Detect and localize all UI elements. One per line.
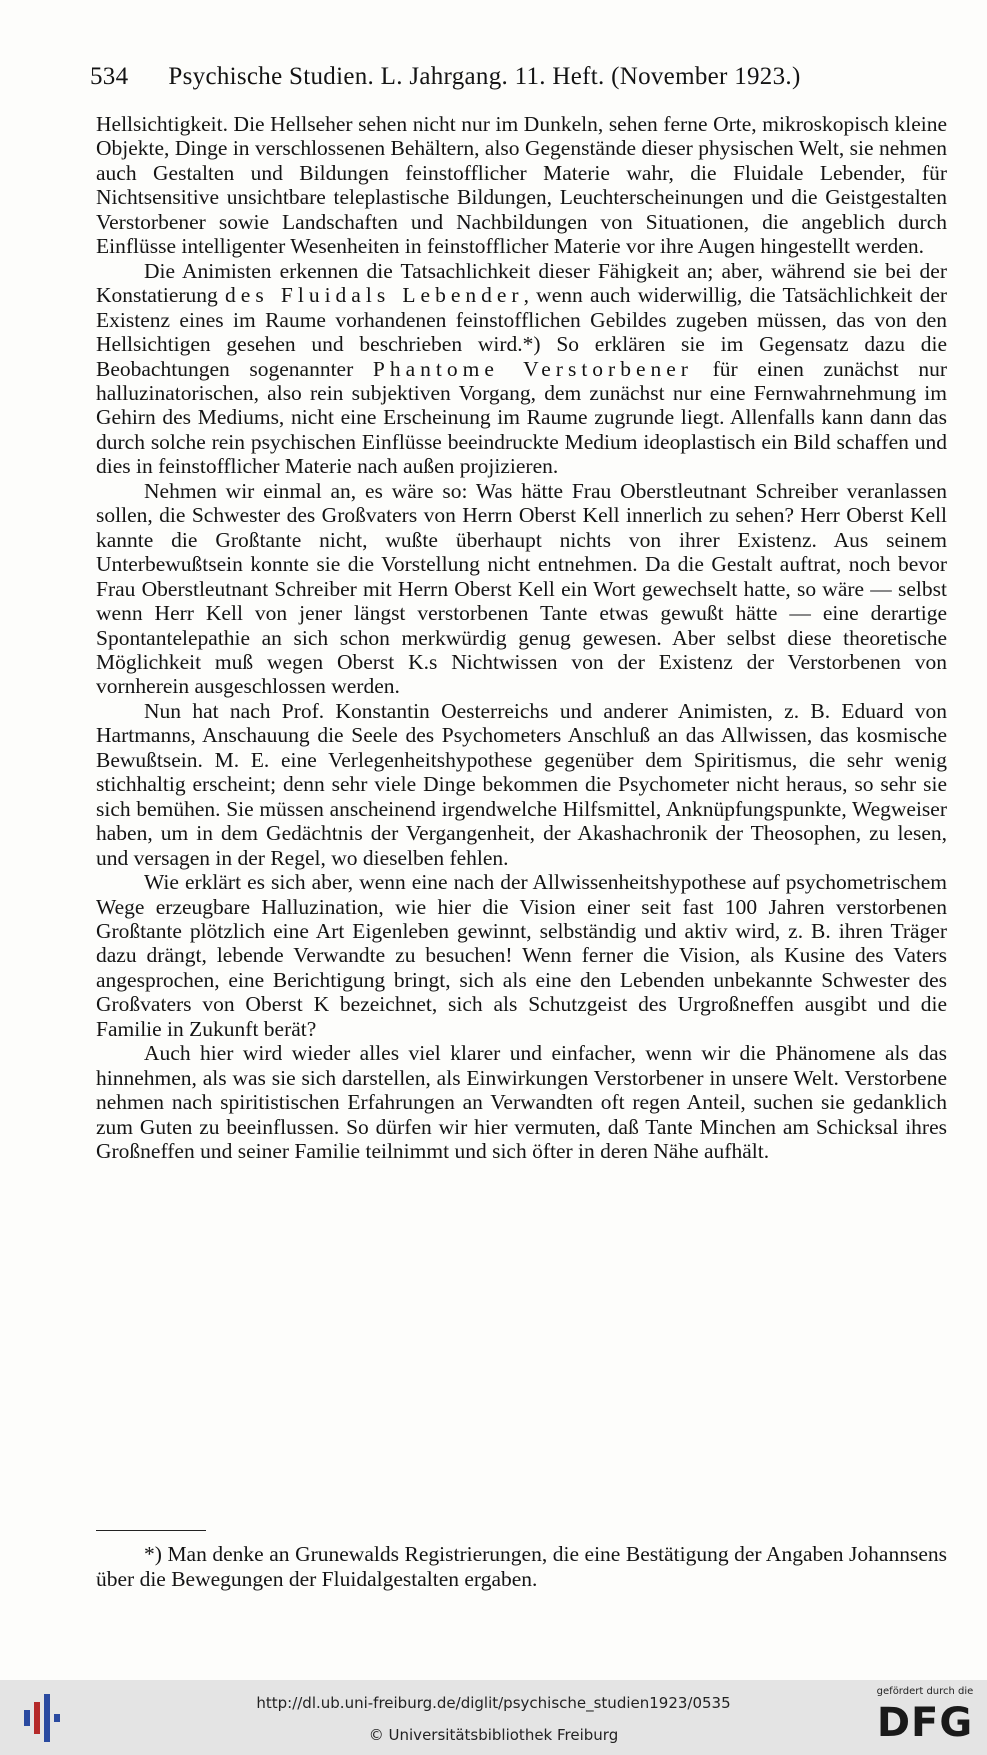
dfg-caption: gefördert durch die	[876, 1686, 974, 1697]
paragraph-5: Wie erklärt es sich aber, wenn eine nach der Allwissenheitshypothese auf psychometrischem Wege erzeugbare Halluzination, wie hier die Vision einer seit fast 100 Jahren verstorbenen Großtante plötzlich eine Art Eigenleben gewinnt, selbständig und aktiv wird, z. B. ihren Träger dazu drängt, lebende Verwandte zu besuchen! Wenn ferner die Vision, als Kusine des Vaters angesprochen, eine Berichtigung bringt, sich als eine den Lebenden unbekannte Schwester des Großvaters von Oberst K bezeichnet, sich als Schutzgeist des Urgroßneffen ausgibt und die Familie in Zukunft berät?	[96, 870, 947, 1041]
paragraph-6: Auch hier wird wieder alles viel klarer und einfacher, wenn wir die Phänomene als das hinnehmen, als was sie sich darstellen, als Einwirkungen Verstorbener in unsere Welt. Verstorbene nehmen nach spiritistischen Erfahrungen an Verwandten oft regen Anteil, suchen sie gedanklich zum Guten zu beeinflussen. So dürfen wir hier vermuten, daß Tante Minchen am Schicksal ihres Großneffen und seiner Familie teilnimmt und sich öfter in deren Nähe aufhält.	[96, 1041, 947, 1164]
paragraph-2-part-a: Die Animisten erkennen die Tatsachlichkeit dieser Fähigkeit an; aber, während sie bei der Konstatierung	[96, 258, 947, 308]
footnote	[96, 1542, 947, 1592]
permalink-url[interactable]: http://dl.ub.uni-freiburg.de/diglit/psychische_studien1923/0535	[256, 1694, 731, 1712]
paragraph-1: Hellsichtigkeit. Die Hellseher sehen nicht nur im Dunkeln, sehen ferne Orte, mikroskopisch kleine Objekte, Dinge in verschlossenen Behältern, also Gegenstände dieser physischen Welt, sie nehmen auch Gestalten und Bildungen feinstofflicher Materie wahr, die Fluidale Lebender, für Nichtsensitive unsichtbare teleplastische Bildungen, Leuchterscheinungen und die Geistgestalten Verstorbener sowie Landschaften und Nachbildungen von Situationen, die angeblich durch Einflüsse intelligenter Wesenheiten in feinstofflicher Materie vor ihre Augen hingestellt werden.	[96, 112, 947, 259]
spaced-term-phantome: Phantome Verstorbener	[372, 356, 693, 381]
paragraph-2-part-e: für einen zunächst nur halluzinatorischen, also rein subjektiven Vorgang, dem zunächst nur eine Fernwahrnehmung im Gehirn des Mediums, nicht eine Erscheinung im Raume zugrunde liegt. Allenfalls kann dann das durch solche rein psychischen Einflüsse beeindruckte Medium ideoplastisch ein Bild schaffen und dies in feinstofflicher Materie nach außen projizieren.	[96, 356, 947, 479]
spaced-term-fluidals: des Fluidals Lebender	[225, 283, 524, 308]
paragraph-4: Nun hat nach Prof. Konstantin Oesterreichs und anderer Animisten, z. B. Eduard von Hartmanns, Anschauung die Seele des Psychometers Anschluß an das Allwissen, das kosmische Bewußtsein. M. E. eine Verlegenheitshypothese gegenüber dem Spiritismus, die sehr wenig stichhaltig erscheint; denn sehr viele Dinge bekommen die Psychometer nicht heraus, so sehr sie sich bemühen. Sie müssen anscheinend irgendwelche Hilfsmittel, Anknüpfungspunkte, Wegweiser haben, um in dem Gedächtnis der Vergangenheit, der Akashachronik der Theosophen, zu lesen, und versagen in der Regel, wo dieselben fehlen.	[96, 698, 947, 870]
running-header	[90, 63, 900, 91]
viewer-footer	[0, 1680, 987, 1755]
footnote-text: *) Man denke an Grunewalds Registrierungen, die eine Bestätigung der Angaben Johannsens über die Bewegungen der Fluidalgestalten ergaben.	[96, 1542, 947, 1591]
paragraph-2-part-c: , wenn auch widerwillig, die Tatsächlichkeit der Existenz eines im Raume vorhandenen feinstofflichen Gebildes zugeben müssen, das von den Hellsichtigen gesehen und beschrieben wird.*) So erklären sie im Gegensatz dazu die Beobachtungen sogenannter	[96, 283, 948, 381]
page-number: 534	[90, 63, 129, 90]
footnote-rule	[96, 1530, 206, 1531]
copyright-notice: © Universitätsbibliothek Freiburg	[368, 1726, 619, 1744]
paragraph-3: Nehmen wir einmal an, es wäre so: Was hätte Frau Oberstleutnant Schreiber veranlassen sollen, die Schwester des Großvaters von Herrn Oberst Kell innerlich zu sehen? Herr Oberst Kell kannte die Großtante nicht, wußte überhaupt nichts von ihrer Existenz. Aus seinem Unterbewußtsein konnte sie die Vorstellung nicht entnehmen. Da die Gestalt auftrat, noch bevor Frau Oberstleutnant Schreiber mit Herrn Oberst Kell ein Wort gewechselt hatte, so wäre — selbst wenn Herr Kell von jener längst verstorbenen Tante etwas gewußt hätte — eine derartige Spontantelepathie an sich schon merkwürdig genug gewesen. Aber selbst diese theoretische Möglichkeit muß wegen Oberst K.s Nichtwissen von der Existenz der Verstorbenen von vornherein ausgeschlossen werden.	[96, 478, 947, 699]
paragraph-2	[96, 259, 947, 479]
dfg-wordmark: DFG	[876, 1700, 974, 1746]
article-body	[96, 112, 947, 1163]
running-title: Psychische Studien. L. Jahrgang. 11. Heft. (November 1923.)	[168, 63, 801, 90]
dfg-logo	[870, 1686, 980, 1752]
